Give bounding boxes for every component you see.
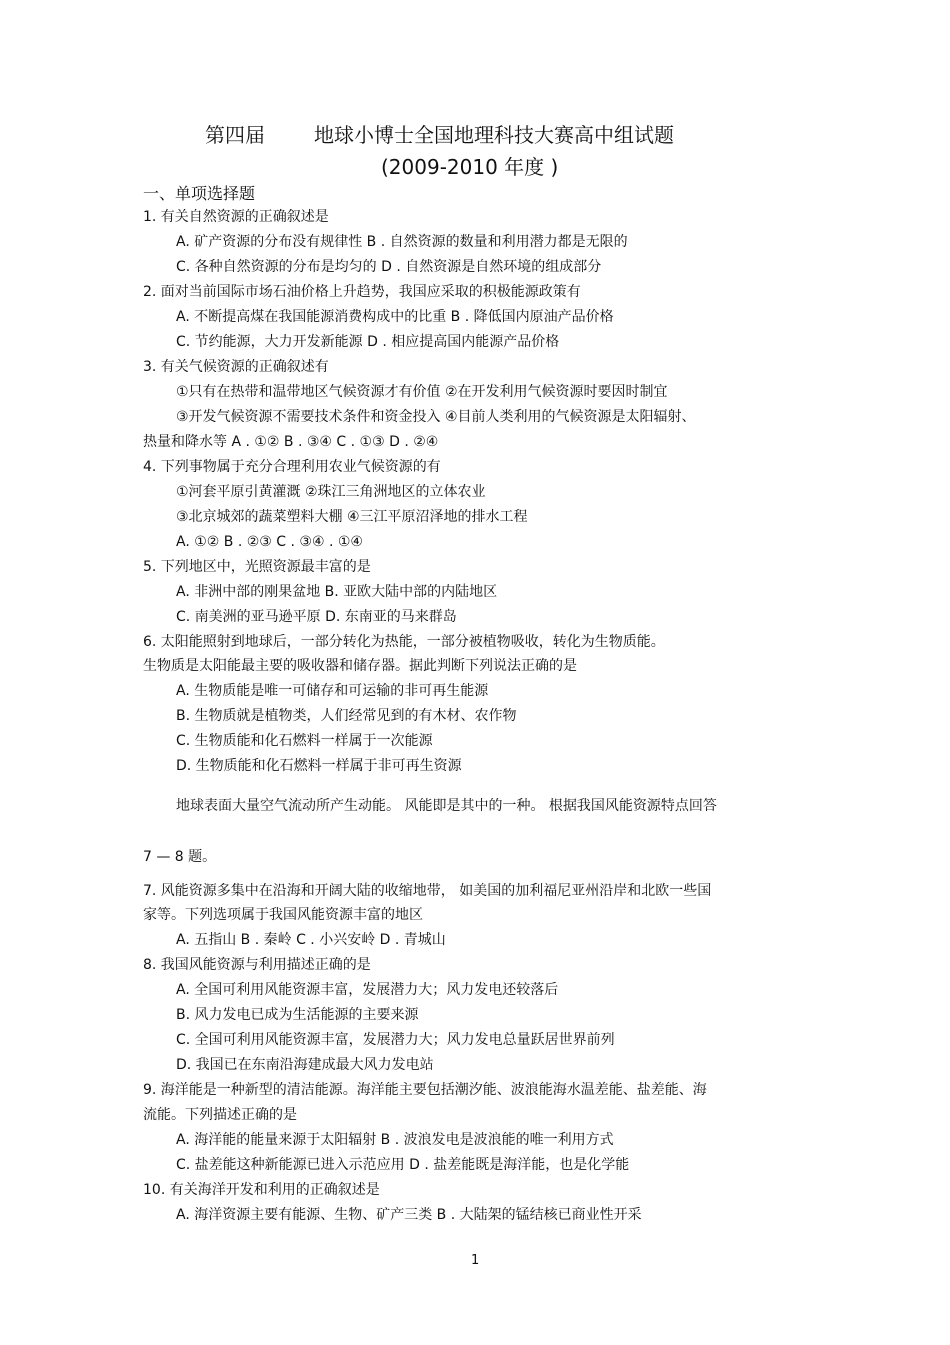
text-line: A. ①② B . ②③ C . ③④ . ①④ [176, 534, 363, 550]
text-line: 3. 有关气候资源的正确叙述有 [143, 359, 329, 375]
text-line: ①河套平原引黄灌溉 ②珠江三角洲地区的立体农业 [176, 484, 486, 500]
text-line: 1. 有关自然资源的正确叙述是 [143, 209, 329, 225]
text-line: C. 各种自然资源的分布是均匀的 D . 自然资源是自然环境的组成部分 [176, 259, 602, 275]
text-line: C. 南美洲的亚马逊平原 D. 东南亚的马来群岛 [176, 609, 457, 625]
text-line: 7 — 8 题。 [143, 849, 217, 865]
text-line: ③开发气候资源不需要技术条件和资金投入 ④目前人类利用的气候资源是太阳辐射、 [176, 409, 696, 425]
text-line: 生物质是太阳能最主要的吸收器和储存器。据此判断下列说法正确的是 [143, 658, 577, 674]
text-line: ①只有在热带和温带地区气候资源才有价值 ②在开发利用气候资源时要因时制宜 [176, 384, 668, 400]
text-line: B. 生物质就是植物类，人们经常见到的有木材、农作物 [176, 708, 517, 724]
text-line: A. 矿产资源的分布没有规律性 B . 自然资源的数量和利用潜力都是无限的 [176, 234, 628, 250]
text-line: 5. 下列地区中，光照资源最丰富的是 [143, 559, 371, 575]
text-line: A. 非洲中部的刚果盆地 B. 亚欧大陆中部的内陆地区 [176, 584, 498, 600]
text-line: A. 海洋能的能量来源于太阳辐射 B . 波浪发电是波浪能的唯一利用方式 [176, 1132, 614, 1148]
text-line: 2. 面对当前国际市场石油价格上升趋势，我国应采取的积极能源政策有 [143, 284, 581, 300]
text-line: 流能。下列描述正确的是 [143, 1107, 297, 1123]
text-line: 7. 风能资源多集中在沿海和开阔大陆的收缩地带， 如美国的加利福尼亚州沿岸和北欧一些国 [143, 883, 712, 899]
page-subtitle: (2009-2010 年度 ) [381, 155, 559, 179]
text-line: 6. 太阳能照射到地球后，一部分转化为热能，一部分被植物吸收，转化为生物质能。 [143, 634, 665, 650]
text-line: ③北京城郊的蔬菜塑料大棚 ④三江平原沼泽地的排水工程 [176, 509, 528, 525]
page-number: 1 [471, 1253, 480, 1268]
text-line: C. 全国可利用风能资源丰富，发展潜力大；风力发电总量跃居世界前列 [176, 1032, 615, 1048]
page-title-part2: 地球小博士全国地理科技大赛高中组试题 [314, 123, 674, 147]
text-line: 9. 海洋能是一种新型的清洁能源。海洋能主要包括潮汐能、波浪能海水温差能、盐差能、海 [143, 1082, 707, 1098]
text-line: A. 五指山 B . 秦岭 C . 小兴安岭 D . 青城山 [176, 932, 446, 948]
text-line: 8. 我国风能资源与利用描述正确的是 [143, 957, 371, 973]
text-line: A. 生物质能是唯一可储存和可运输的非可再生能源 [176, 683, 489, 699]
text-line: D. 我国已在东南沿海建成最大风力发电站 [176, 1057, 434, 1073]
text-line: 热量和降水等 A . ①② B . ③④ C . ①③ D . ②④ [143, 434, 439, 450]
text-line: A. 全国可利用风能资源丰富，发展潜力大；风力发电还较落后 [176, 982, 559, 998]
text-line: C. 盐差能这种新能源已进入示范应用 D . 盐差能既是海洋能，也是化学能 [176, 1157, 630, 1173]
text-line: 10. 有关海洋开发和利用的正确叙述是 [143, 1182, 380, 1198]
text-line: D. 生物质能和化石燃料一样属于非可再生资源 [176, 758, 462, 774]
text-line: C. 生物质能和化石燃料一样属于一次能源 [176, 733, 433, 749]
text-line: B. 风力发电已成为生活能源的主要来源 [176, 1007, 419, 1023]
text-line: C. 节约能源，大力开发新能源 D . 相应提高国内能源产品价格 [176, 334, 560, 350]
text-line: 家等。下列选项属于我国风能资源丰富的地区 [143, 907, 423, 923]
text-line: A. 不断提高煤在我国能源消费构成中的比重 B . 降低国内原油产品价格 [176, 309, 614, 325]
page-title-part1: 第四届 [205, 123, 265, 147]
text-line: 地球表面大量空气流动所产生动能。 风能即是其中的一种。 根据我国风能资源特点回答 [176, 798, 717, 814]
section-heading: 一、单项选择题 [143, 184, 256, 203]
text-line: A. 海洋资源主要有能源、生物、矿产三类 B . 大陆架的锰结核已商业性开采 [176, 1207, 642, 1223]
text-line: 4. 下列事物属于充分合理利用农业气候资源的有 [143, 459, 441, 475]
